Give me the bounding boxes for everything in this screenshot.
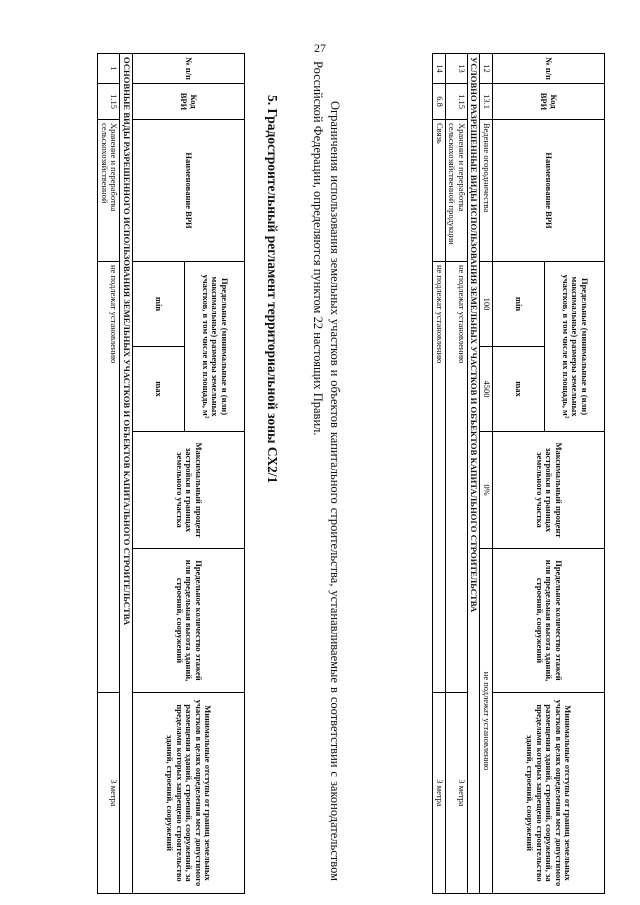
header-size-group: Предельные (минимальные и (или) максимальные) размеры земельных участков, в том числе их площадь, м² — [545, 262, 605, 432]
row-max: 4500 — [480, 347, 493, 432]
restrictions-paragraph: Ограничения использования земельных участков и объектов капитального строительства, устанавливаемые в соответствии с законодательством Российской Федерации, определяются пунктом 22 настоящих Правил. — [311, 61, 342, 881]
header-min: min — [133, 262, 185, 347]
header-max: max — [493, 347, 545, 432]
row-num: 14 — [433, 54, 446, 84]
table-row — [98, 54, 120, 894]
header-floors: Предельное количество этажей или предельная высота зданий, строений, сооружений — [493, 549, 605, 693]
row-num: 12 — [480, 54, 493, 84]
section-title: УСЛОВНО РАЗРЕШЕННЫЕ ВИДЫ ИСПОЛЬЗОВАНИЯ ЗЕМЕЛЬНЫХ УЧАСТКОВ И ОБЪЕКТОВ КАПИТАЛЬНОГО СТРОИТЕЛЬСТВА — [467, 54, 480, 894]
table-row — [480, 54, 493, 894]
row-name: Связь — [433, 120, 446, 262]
row-name: Ведение огородничества — [480, 120, 493, 262]
table-row — [433, 54, 446, 894]
rotated-sheet — [45, 53, 605, 893]
header-setbacks: Минимальные отступы от границ земельных участков в целях определения мест допустимого размещения зданий, строений, сооружений, за пределами которых запрещено строительство зданий, строений, сооружений — [133, 693, 245, 894]
row-merged: не подлежат установлению — [433, 262, 446, 693]
row-code: 1.15 — [445, 84, 467, 120]
header-setbacks: Минимальные отступы от границ земельных участков в целях определения мест допустимого размещения зданий, строений, сооружений, за пределами которых запрещено строительство зданий, строений, сооружений — [493, 693, 605, 894]
table-row — [445, 54, 467, 894]
zone-table-bottom — [97, 53, 245, 894]
row-rest: не подлежат установлению — [480, 549, 493, 894]
header-name: Наименование ВРИ — [133, 120, 245, 262]
header-code: Код ВРИ — [133, 84, 245, 120]
row-code: 13.1 — [480, 84, 493, 120]
header-num: № п/п — [493, 54, 605, 84]
header-num: № п/п — [133, 54, 245, 84]
row-name: Хранение и переработка сельскохозяйственной продукции — [445, 120, 467, 262]
header-max: max — [133, 347, 185, 432]
row-merged: не подлежат установлению — [98, 262, 120, 693]
zone-table-top — [432, 53, 605, 894]
header-size-group: Предельные (минимальные и (или) максимальные) размеры земельных участков, в том числе их площадь, м² — [185, 262, 245, 432]
header-code: Код ВРИ — [493, 84, 605, 120]
row-code: 6.8 — [433, 84, 446, 120]
header-min: min — [493, 262, 545, 347]
row-min: 100 — [480, 262, 493, 347]
header-percent: Максимальный процент застройки в границах земельного участка — [133, 432, 245, 549]
row-setback: 3 метра — [445, 693, 467, 894]
row-setback: 3 метра — [433, 693, 446, 894]
row-percent: 0% — [480, 432, 493, 549]
section-heading: 5. Градостроительный регламент территориальной зоны СХ2/1 — [265, 95, 280, 484]
header-name: Наименование ВРИ — [493, 120, 605, 262]
page-number: 27 — [314, 41, 326, 55]
row-num: 13 — [445, 54, 467, 84]
section-title: ОСНОВНЫЕ ВИДЫ РАЗРЕШЕННОГО ИСПОЛЬЗОВАНИЯ ЗЕМЕЛЬНЫХ УЧАСТКОВ И ОБЪЕКТОВ КАПИТАЛЬНОГО СТРОИТЕЛЬСТВА — [120, 54, 133, 894]
section-row — [467, 54, 480, 894]
row-code: 1.15 — [98, 84, 120, 120]
row-setback: 3 метра — [98, 693, 120, 894]
row-merged: не подлежат установлению — [445, 262, 467, 693]
row-num: 1 — [98, 54, 120, 84]
section-row — [120, 54, 133, 894]
header-percent: Максимальный процент застройки в границах земельного участка — [493, 432, 605, 549]
header-floors: Предельное количество этажей или предельная высота зданий, строений, сооружений — [133, 549, 245, 693]
row-name: Хранение и переработка сельскохозяйственной — [98, 120, 120, 262]
